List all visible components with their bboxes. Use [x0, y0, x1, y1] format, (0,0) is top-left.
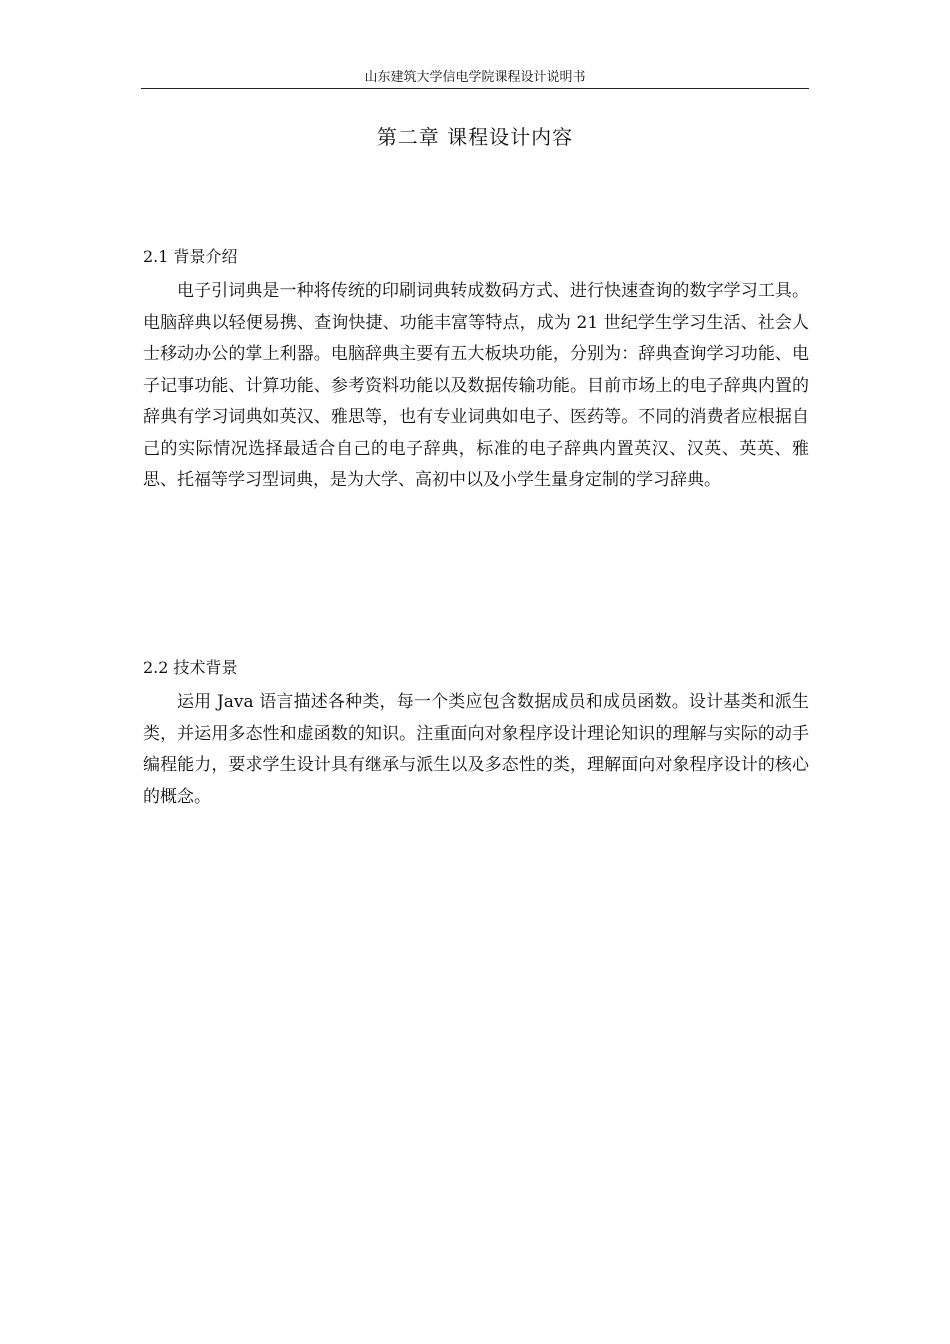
section-paragraph-technical: 运用 Java 语言描述各种类，每一个类应包含数据成员和成员函数。设计基类和派生类，并运用多态性和虚函数的知识。注重面向对象程序设计理论知识的理解与实际的动手编程能力，要求学生设计具有继承与派生以及多态性的类，理解面向对象程序设计的核心的概念。	[143, 692, 809, 807]
section-heading-technical: 2.2 技术背景	[143, 658, 238, 677]
section-background	[143, 246, 809, 497]
section-heading-background: 2.1 背景介绍	[143, 247, 238, 266]
section-paragraph-background: 电子引词典是一种将传统的印刷词典转成数码方式、进行快速查询的数字学习工具。电脑辞典以轻便易携、查询快捷、功能丰富等特点，成为 21 世纪学生学习生活、社会人士移动办公的掌上利器。电脑辞典主要有五大板块功能，分别为：辞典查询学习功能、电子记事功能、计算功能、参考资料功能以及数据传输功能。目前市场上的电子辞典内置的辞典有学习词典如英汉、雅思等，也有专业词典如电子、医药等。不同的消费者应根据自己的实际情况选择最适合自己的电子辞典，标准的电子辞典内置英汉、汉英、英英、雅思、托福等学习型词典，是为大学、高初中以及小学生量身定制的学习辞典。	[143, 281, 809, 490]
section-technical-background	[143, 657, 809, 813]
chapter-title: 第二章 课程设计内容	[376, 125, 574, 149]
page-header: 山东建筑大学信电学院课程设计说明书	[141, 68, 809, 89]
